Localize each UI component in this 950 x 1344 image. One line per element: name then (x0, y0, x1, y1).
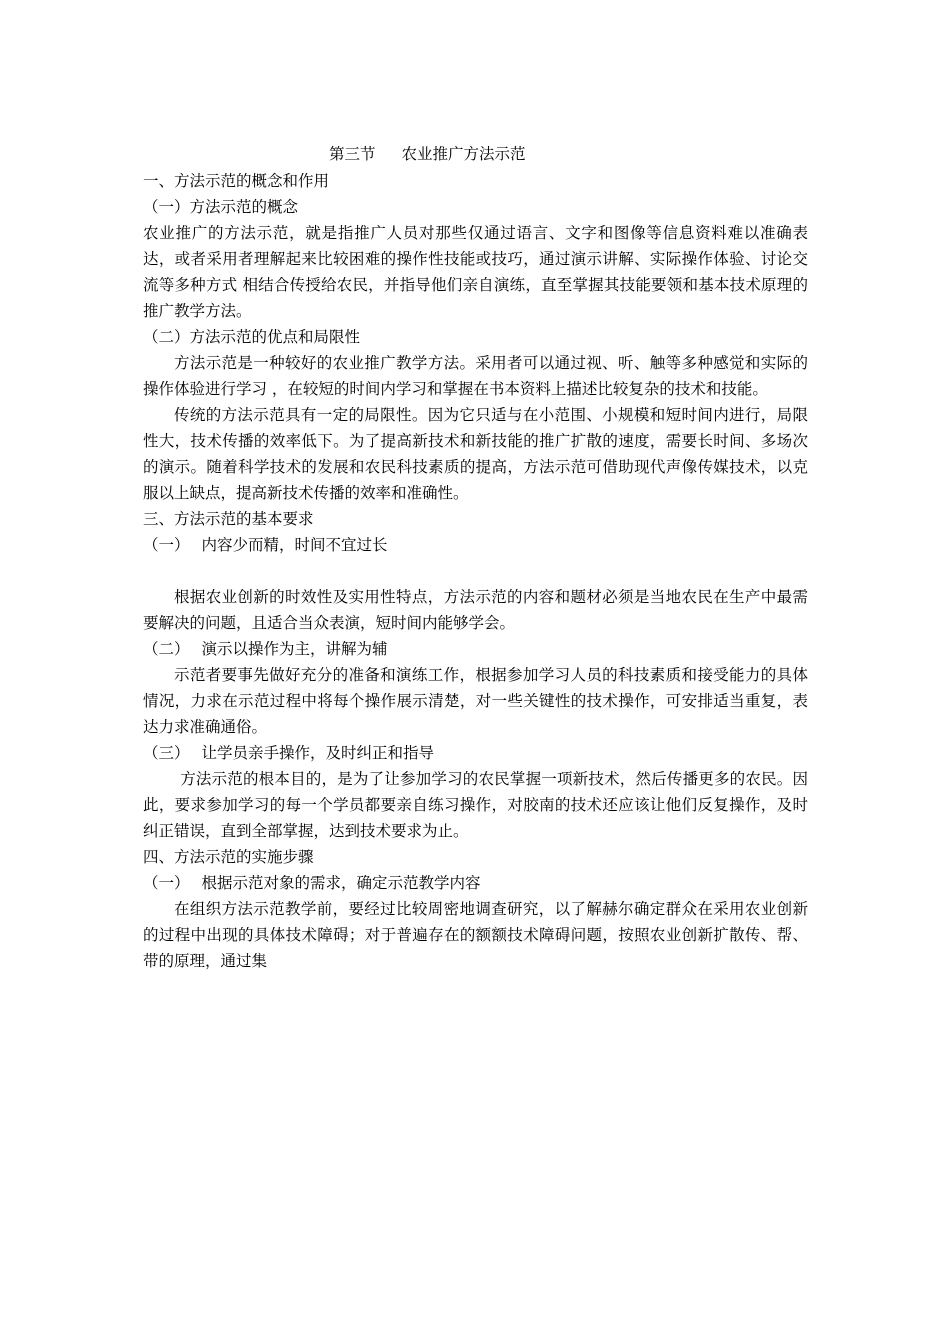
paragraph-requirement-1: 根据农业创新的时效性及实用性特点，方法示范的内容和题材必须是当地农民在生产中最需要解决的问题，且适合当众表演，短时间内能够学会。 (143, 588, 808, 632)
paragraph-requirement-2: 示范者要事先做好充分的准备和演练工作，根据参加学习人员的科技素质和接受能力的具体情况，力求在示范过程中将每个操作展示清楚，对一些关键性的技术操作，可安排适当重复，表达力求准确通俗。 (143, 666, 808, 736)
heading-1: 一、方法示范的概念和作用 (143, 172, 330, 190)
document-page (143, 140, 808, 974)
subheading-number: （一） (143, 536, 190, 554)
heading-4: 四、方法示范的实施步骤 (143, 848, 314, 866)
subheading-number: （一） (143, 874, 190, 892)
heading-3: 三、方法示范的基本要求 (143, 510, 314, 528)
paragraph-concept: 农业推广的方法示范，就是指推广人员对那些仅通过语言、文字和图像等信息资料难以准确表达，或者采用者理解起来比较困难的操作性技能或技巧，通过演示讲解、实际操作体验、讨论交流等多种方式 相结合传授给农民，并指导他们亲自演练，直至掌握其技能要领和基本技术原理的推广教学方法。 (143, 224, 808, 320)
subheading-1-2: （二）方法示范的优点和局限性 (143, 328, 361, 346)
subheading-1-1: （一）方法示范的概念 (143, 198, 299, 216)
paragraph-requirement-3: 方法示范的根本目的，是为了让参加学习的农民掌握一项新技术，然后传播更多的农民。因此，要求参加学习的每一个学员都要亲自练习操作，对胶南的技术还应该让他们反复操作，及时纠正错误，直到全部掌握，达到技术要求为止。 (143, 770, 808, 840)
subheading-3-3 (143, 740, 808, 766)
subheading-text: 内容少而精，时间不宜过长 (201, 536, 388, 554)
paragraph-step-1: 在组织方法示范教学前，要经过比较周密地调查研究，以了解赫尔确定群众在采用农业创新的过程中出现的具体技术障碍；对于普遍存在的额额技术障碍问题，按照农业创新扩散传、帮、带的原理，通过集 (143, 900, 808, 970)
subheading-3-2 (143, 636, 808, 662)
blank-line (143, 558, 808, 584)
subheading-3-1 (143, 532, 808, 558)
subheading-text: 演示以操作为主，讲解为辅 (201, 640, 388, 658)
subheading-number: （二） (143, 640, 190, 658)
section-title (143, 140, 808, 168)
subheading-text: 根据示范对象的需求，确定示范教学内容 (201, 874, 481, 892)
paragraph-limitations: 传统的方法示范具有一定的局限性。因为它只适与在小范围、小规模和短时间内进行，局限性大，技术传播的效率低下。为了提高新技术和新技能的推广扩散的速度，需要长时间、多场次的演示。随着科学技术的发展和农民科技素质的提高，方法示范可借助现代声像传媒技术，以克服以上缺点，提高新技术传播的效率和准确性。 (143, 406, 808, 502)
subheading-text: 让学员亲手操作，及时纠正和指导 (201, 744, 435, 762)
paragraph-advantages: 方法示范是一种较好的农业推广教学方法。采用者可以通过视、听、触等多种感觉和实际的操作体验进行学习 ，在较短的时间内学习和掌握在书本资料上描述比较复杂的技术和技能。 (143, 354, 808, 398)
subheading-number: （三） (143, 744, 190, 762)
section-number: 第三节 (329, 145, 376, 163)
subheading-4-1 (143, 870, 808, 896)
section-name: 农业推广方法示范 (401, 145, 526, 163)
